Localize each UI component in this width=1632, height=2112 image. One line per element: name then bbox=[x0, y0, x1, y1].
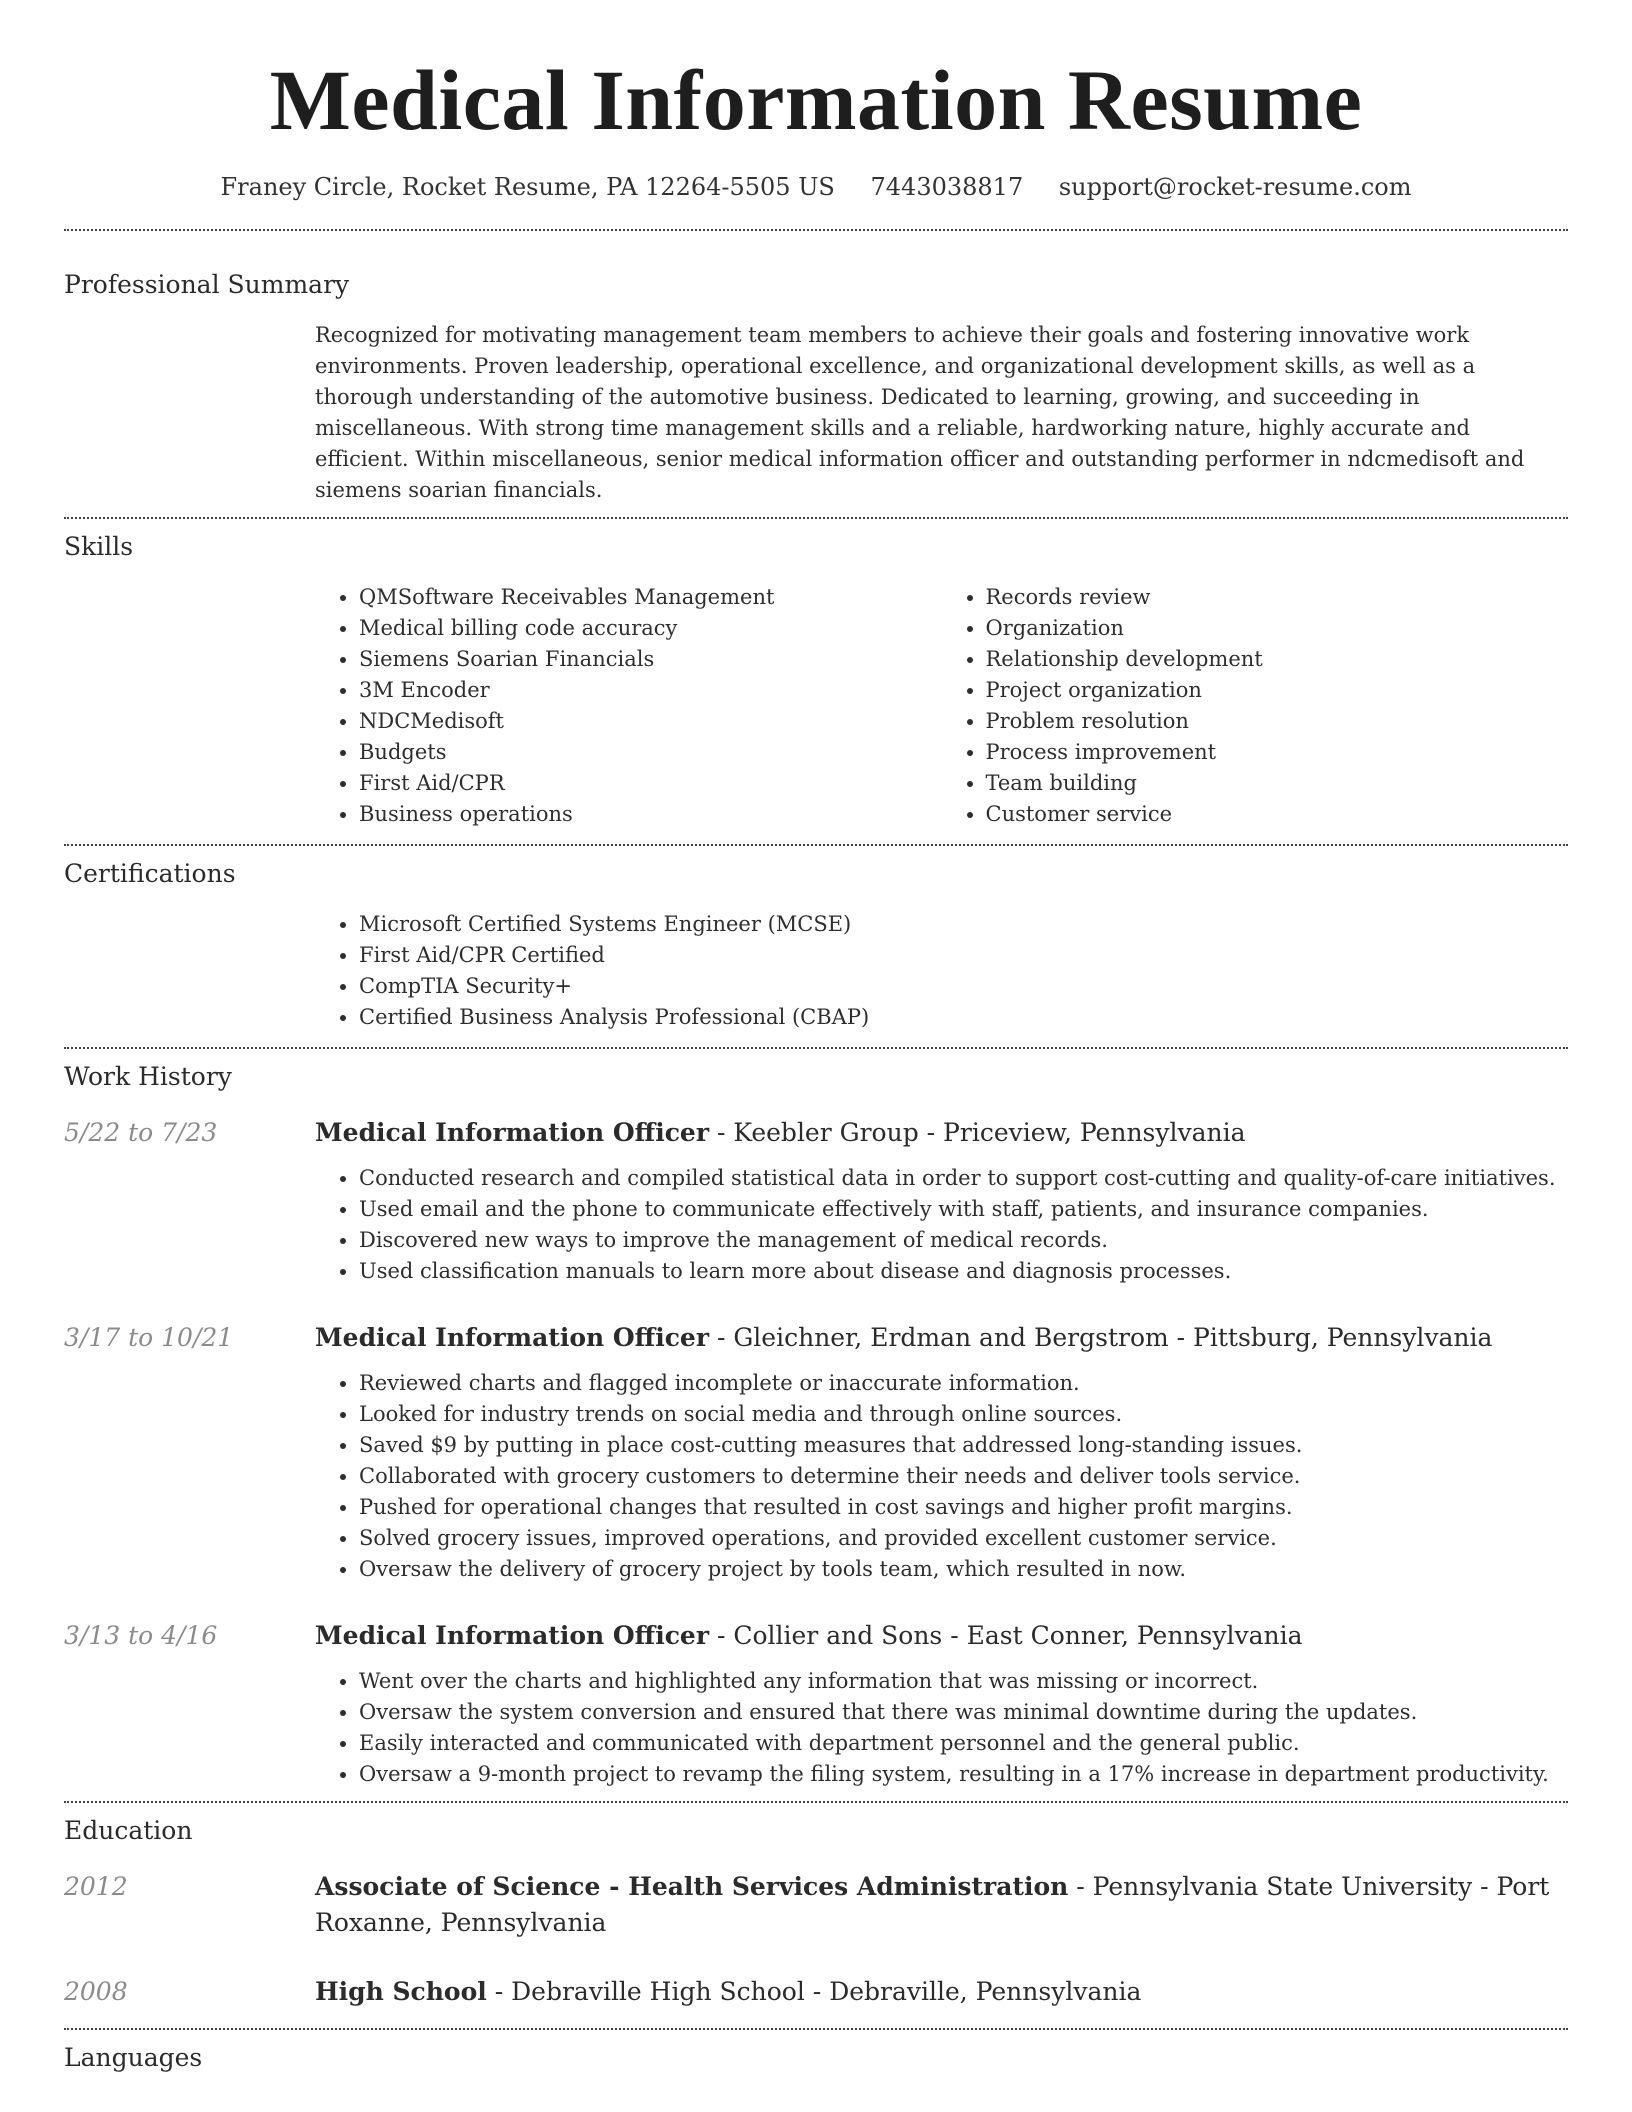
section-title-skills: Skills bbox=[64, 532, 134, 561]
skill-item: • Problem resolution bbox=[986, 706, 1569, 737]
education-degree: Associate of Science - Health Services Administration bbox=[315, 1872, 1069, 1901]
divider bbox=[64, 2028, 1568, 2030]
job-bullet-list bbox=[315, 1163, 1568, 1287]
job-bullet: • Used classification manuals to learn more about disease and diagnosis processes. bbox=[359, 1256, 1568, 1287]
job-position: Medical Information Officer bbox=[315, 1118, 709, 1147]
summary-text: Recognized for motivating management team members to achieve their goals and fostering innovative work environments. Proven leadership, operational excellence, and organizational development skills, as well as a thorough understanding of the automotive business. Dedicated to learning, growing, and succeeding in miscellaneous. With strong time management skills and a reliable, hardworking nature, highly accurate and efficient. Within miscellaneous, senior medical information officer and outstanding performer in ndcmedisoft and siemens soarian financials. bbox=[315, 323, 1525, 502]
skill-item: • Organization bbox=[986, 613, 1569, 644]
job-bullet: • Used email and the phone to communicate effectively with staff, patients, and insurance companies. bbox=[359, 1194, 1568, 1225]
skills-columns bbox=[315, 582, 1568, 830]
divider bbox=[64, 844, 1568, 846]
job-header bbox=[64, 1320, 1568, 1356]
skill-item: • Medical billing code accuracy bbox=[359, 613, 942, 644]
job-bullet: • Pushed for operational changes that resulted in cost savings and higher profit margins. bbox=[359, 1492, 1568, 1523]
skill-item: • Siemens Soarian Financials bbox=[359, 644, 942, 675]
job-employer: - Collier and Sons - East Conner, Pennsylvania bbox=[709, 1621, 1303, 1650]
education-school: - Pennsylvania State University - Port Roxanne, Pennsylvania bbox=[315, 1872, 1550, 1937]
job-entry bbox=[64, 1115, 1568, 1287]
job-position: Medical Information Officer bbox=[315, 1323, 709, 1352]
job-bullets bbox=[315, 1368, 1568, 1585]
skill-item: • Relationship development bbox=[986, 644, 1569, 675]
job-title-line bbox=[315, 1618, 1303, 1654]
job-entry bbox=[64, 1618, 1568, 1790]
job-bullet: • Oversaw the system conversion and ensured that there was minimal downtime during the updates. bbox=[359, 1697, 1568, 1728]
skill-item: • First Aid/CPR bbox=[359, 768, 942, 799]
job-bullet: • Collaborated with grocery customers to determine their needs and deliver tools service. bbox=[359, 1461, 1568, 1492]
certifications-block bbox=[315, 909, 1568, 1033]
divider bbox=[64, 1047, 1568, 1049]
job-bullet-list bbox=[315, 1666, 1568, 1790]
skill-item: • QMSoftware Receivables Management bbox=[359, 582, 942, 613]
job-bullet: • Conducted research and compiled statistical data in order to support cost-cutting and quality-of-care initiatives. bbox=[359, 1163, 1568, 1194]
certifications-list bbox=[315, 909, 1568, 1033]
education-school: - Debraville High School - Debraville, Pennsylvania bbox=[486, 1977, 1142, 2006]
job-dates: 3/13 to 4/16 bbox=[64, 1621, 218, 1650]
job-bullet: • Oversaw a 9-month project to revamp the filing system, resulting in a 17% increase in department productivity. bbox=[359, 1759, 1568, 1790]
skill-item: • Customer service bbox=[986, 799, 1569, 830]
section-title-languages: Languages bbox=[64, 2043, 203, 2072]
job-header bbox=[64, 1618, 1568, 1654]
job-bullet: • Looked for industry trends on social media and through online sources. bbox=[359, 1399, 1568, 1430]
certification-item: • CompTIA Security+ bbox=[359, 971, 1568, 1002]
email: support@rocket-resume.com bbox=[1058, 173, 1412, 201]
job-employer: - Keebler Group - Priceview, Pennsylvania bbox=[709, 1118, 1246, 1147]
education-entry bbox=[64, 1974, 1568, 2010]
job-bullet: • Solved grocery issues, improved operations, and provided excellent customer service. bbox=[359, 1523, 1568, 1554]
contact-line bbox=[64, 170, 1568, 204]
job-employer: - Gleichner, Erdman and Bergstrom - Pittsburg, Pennsylvania bbox=[709, 1323, 1493, 1352]
job-bullet: • Went over the charts and highlighted any information that was missing or incorrect. bbox=[359, 1666, 1568, 1697]
divider bbox=[64, 229, 1568, 231]
job-bullet: • Reviewed charts and flagged incomplete or inaccurate information. bbox=[359, 1368, 1568, 1399]
divider bbox=[64, 1801, 1568, 1803]
education-title-line bbox=[315, 1974, 1141, 2010]
job-bullets bbox=[315, 1163, 1568, 1287]
job-header bbox=[64, 1115, 1568, 1151]
section-title-work-history: Work History bbox=[64, 1062, 232, 1091]
skill-item: • Budgets bbox=[359, 737, 942, 768]
job-title-line bbox=[315, 1320, 1492, 1356]
job-title-line bbox=[315, 1115, 1246, 1151]
skills-list-left bbox=[315, 582, 942, 830]
job-entry bbox=[64, 1320, 1568, 1585]
education-year: 2012 bbox=[64, 1872, 128, 1901]
certification-item: • Certified Business Analysis Professional (CBAP) bbox=[359, 1002, 1568, 1033]
divider bbox=[64, 517, 1568, 519]
job-bullet: • Oversaw the delivery of grocery project by tools team, which resulted in now. bbox=[359, 1554, 1568, 1585]
job-position: Medical Information Officer bbox=[315, 1621, 709, 1650]
education-entry bbox=[64, 1869, 1568, 1941]
education-title-line bbox=[315, 1869, 1568, 1941]
section-title-certifications: Certifications bbox=[64, 859, 236, 888]
section-title-education: Education bbox=[64, 1816, 193, 1845]
resume-title: Medical Information Resume bbox=[269, 52, 1363, 148]
skill-item: • Process improvement bbox=[986, 737, 1569, 768]
section-title-summary: Professional Summary bbox=[64, 270, 350, 299]
skill-item: • Records review bbox=[986, 582, 1569, 613]
education-year: 2008 bbox=[64, 1977, 128, 2006]
skills-list-right bbox=[942, 582, 1569, 830]
job-bullet-list bbox=[315, 1368, 1568, 1585]
certification-item: • Microsoft Certified Systems Engineer (MCSE) bbox=[359, 909, 1568, 940]
job-bullets bbox=[315, 1666, 1568, 1790]
skill-item: • NDCMedisoft bbox=[359, 706, 942, 737]
skill-item: • Project organization bbox=[986, 675, 1569, 706]
phone: 7443038817 bbox=[870, 173, 1024, 201]
address: Franey Circle, Rocket Resume, PA 12264-5505 US bbox=[220, 173, 835, 201]
skill-item: • Business operations bbox=[359, 799, 942, 830]
job-bullet: • Discovered new ways to improve the management of medical records. bbox=[359, 1225, 1568, 1256]
skill-item: • Team building bbox=[986, 768, 1569, 799]
job-bullet: • Saved $9 by putting in place cost-cutting measures that addressed long-standing issues. bbox=[359, 1430, 1568, 1461]
job-bullet: • Easily interacted and communicated with department personnel and the general public. bbox=[359, 1728, 1568, 1759]
certification-item: • First Aid/CPR Certified bbox=[359, 940, 1568, 971]
education-degree: High School bbox=[315, 1977, 487, 2006]
skill-item: • 3M Encoder bbox=[359, 675, 942, 706]
job-dates: 5/22 to 7/23 bbox=[64, 1118, 218, 1147]
resume-page bbox=[64, 0, 1568, 2075]
job-dates: 3/17 to 10/21 bbox=[64, 1323, 234, 1352]
